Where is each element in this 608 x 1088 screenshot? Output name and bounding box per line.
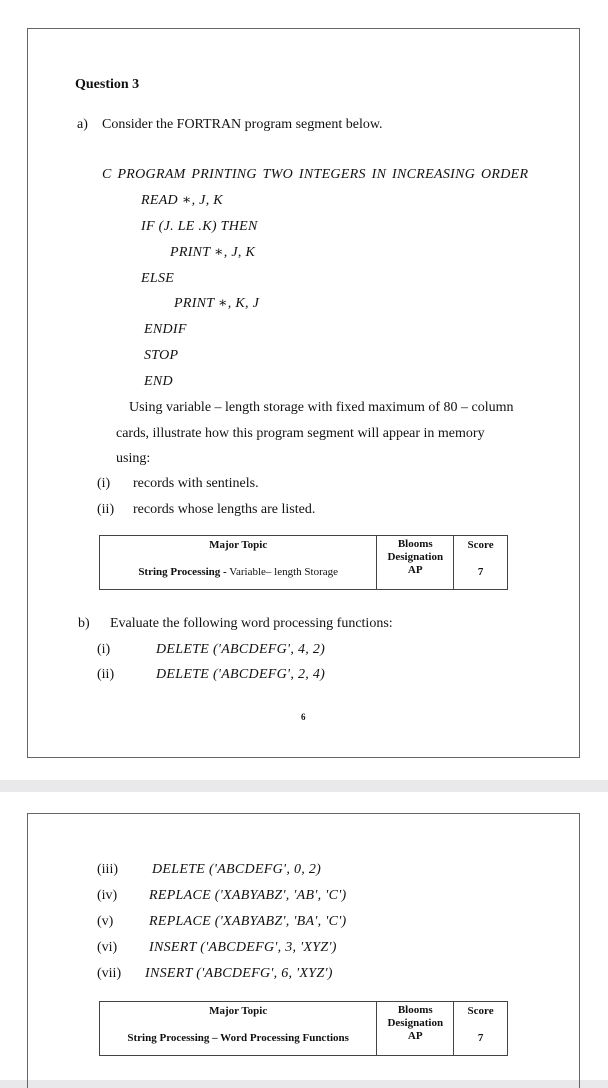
blooms-header-2-2: Designation <box>387 1017 444 1029</box>
topic-bold: String Processing - <box>138 566 227 578</box>
code-line-endif: ENDIF <box>144 322 187 337</box>
question-title: Question 3 <box>75 77 140 92</box>
a-item-num-1: (i) <box>97 476 111 491</box>
code-line-print1: PRINT ∗, J, K <box>170 245 256 260</box>
b-item-text-1: DELETE ('ABCDEFG', 4, 2) <box>156 642 326 657</box>
major-topic-header: Major Topic <box>209 539 268 551</box>
score-cell-2 <box>454 1002 508 1056</box>
score-value: 7 <box>477 566 484 578</box>
blooms-header-2: Designation <box>387 551 444 563</box>
code-line-comment: C PROGRAM PRINTING TWO INTEGERS IN INCREASING ORDER <box>102 167 529 182</box>
para-line-1: Using variable – length storage with fixed maximum of 80 – column <box>129 400 514 415</box>
item-text-iii: DELETE ('ABCDEFG', 0, 2) <box>152 862 322 877</box>
code-line-read: READ ∗, J, K <box>141 193 223 208</box>
score-cell <box>454 536 508 590</box>
b-item-num-1: (i) <box>97 642 111 657</box>
code-line-if: IF (J. LE .K) THEN <box>141 219 258 234</box>
major-topic-cell-2 <box>100 1002 377 1056</box>
topic-table-1 <box>99 535 508 590</box>
item-num-vii: (vii) <box>97 966 122 981</box>
item-num-iii: (iii) <box>97 862 118 877</box>
item-text-iv: REPLACE ('XABYABZ', 'AB', 'C') <box>149 888 347 903</box>
blooms-header-1: Blooms <box>397 538 433 550</box>
item-num-v: (v) <box>97 914 114 929</box>
code-line-end: END <box>144 374 173 389</box>
blooms-value-2: AP <box>407 1030 423 1042</box>
item-text-v: REPLACE ('XABYABZ', 'BA', 'C') <box>149 914 347 929</box>
code-line-stop: STOP <box>144 348 179 363</box>
a-item-text-2: records whose lengths are listed. <box>133 502 316 517</box>
part-a-label: a) <box>77 117 88 132</box>
item-num-vi: (vi) <box>97 940 118 955</box>
para-line-2: cards, illustrate how this program segment will appear in memory <box>116 426 485 441</box>
b-item-num-2: (ii) <box>97 667 115 682</box>
part-b-label: b) <box>78 616 90 631</box>
major-topic-header-2: Major Topic <box>209 1005 268 1017</box>
part-b-intro: Evaluate the following word processing functions: <box>110 616 393 631</box>
item-text-vi: INSERT ('ABCDEFG', 3, 'XYZ') <box>149 940 337 955</box>
major-topic-text-2: String Processing – Word Processing Functions <box>127 1032 349 1044</box>
a-item-text-1: records with sentinels. <box>133 476 259 491</box>
blooms-cell-2 <box>377 1002 454 1056</box>
part-a-intro: Consider the FORTRAN program segment below. <box>102 117 383 132</box>
item-num-iv: (iv) <box>97 888 118 903</box>
para-line-3: using: <box>116 451 151 466</box>
score-value-2: 7 <box>477 1032 484 1044</box>
blooms-cell <box>377 536 454 590</box>
code-line-else: ELSE <box>141 271 175 286</box>
code-line-print2: PRINT ∗, K, J <box>174 296 260 311</box>
score-header-2: Score <box>467 1005 494 1017</box>
a-item-num-2: (ii) <box>97 502 115 517</box>
major-topic-text <box>100 566 376 579</box>
item-text-vii: INSERT ('ABCDEFG', 6, 'XYZ') <box>145 966 333 981</box>
topic-table-2 <box>99 1001 508 1056</box>
page-number: 6 <box>301 712 306 722</box>
topic-normal: Variable– length Storage <box>226 566 339 578</box>
blooms-header-1-2: Blooms <box>397 1004 433 1016</box>
b-item-text-2: DELETE ('ABCDEFG', 2, 4) <box>156 667 326 682</box>
score-header: Score <box>467 539 494 551</box>
major-topic-cell <box>100 536 377 590</box>
blooms-value: AP <box>407 564 423 576</box>
